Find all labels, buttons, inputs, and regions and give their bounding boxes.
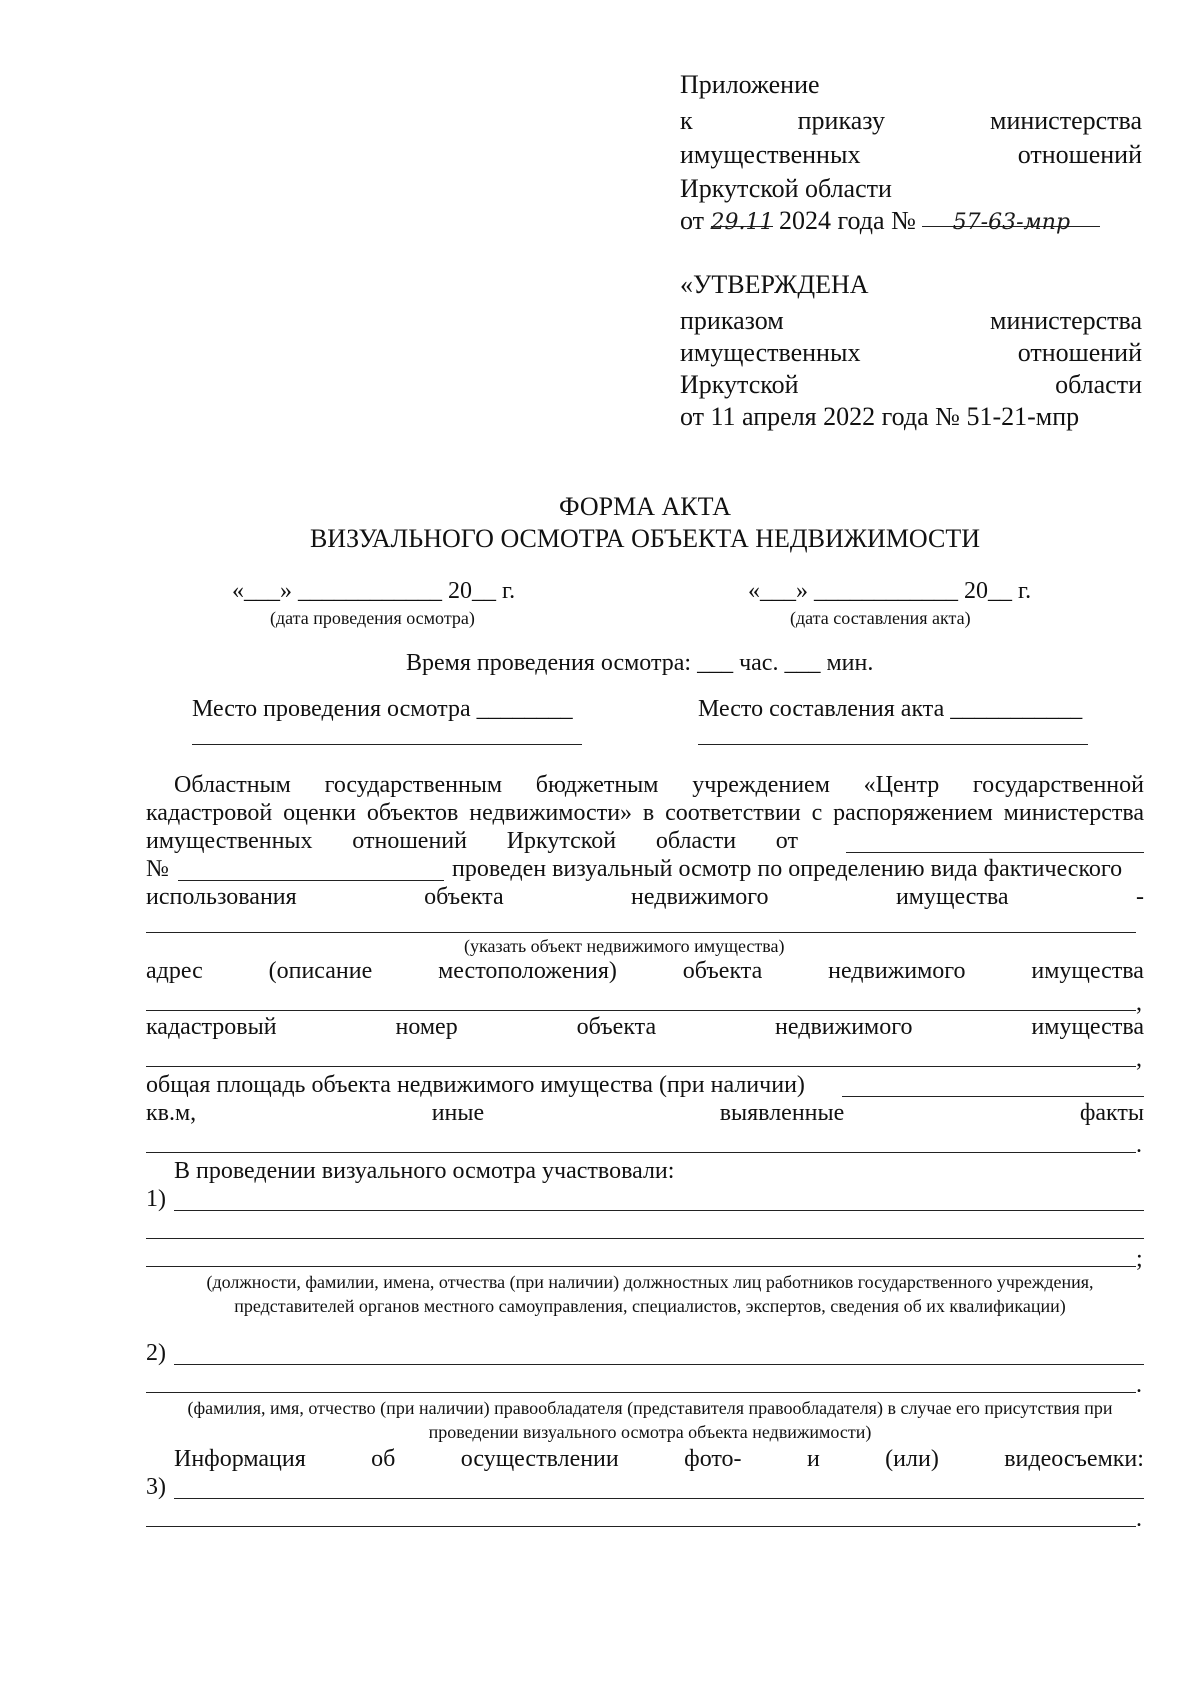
number-blank [922, 206, 1100, 235]
word: имущественных [146, 828, 313, 854]
address-line [146, 958, 1144, 985]
word: факты [1079, 1100, 1144, 1126]
word: Иркутской [506, 828, 617, 854]
owner-caption: (фамилия, имя, отчество (при наличии) правообладателя (представителя правообладателя) в случае его присутствия при проведении визуального осмотра объекта недвижимости) [187, 1398, 1113, 1442]
word: недвижимого [775, 1014, 913, 1040]
word: приказу [797, 106, 885, 135]
word: отношений [1017, 140, 1142, 169]
para-line5 [146, 884, 1144, 911]
para-line4-prefix: № [146, 856, 169, 882]
time-line: Время проведения осмотра: ___ час. ___ мин. [406, 650, 874, 676]
to-order-line [680, 106, 1142, 136]
address-comma: , [1136, 990, 1142, 1016]
approved-line1 [680, 306, 1142, 336]
word: министерства [989, 306, 1142, 335]
word: «Центр [863, 772, 940, 798]
cadastral-blank-line [146, 1066, 1136, 1067]
word: области [655, 828, 737, 854]
appendix-label: Приложение [680, 70, 820, 99]
photo-line [174, 1446, 1144, 1473]
word: недвижимого [631, 884, 769, 910]
word: государственным [324, 772, 503, 798]
facts-blank-line [146, 1152, 1136, 1153]
word: учреждением [692, 772, 830, 798]
approved-line2 [680, 338, 1142, 368]
order-date-line [680, 206, 1100, 236]
inspection-date-template: «___» ____________ 20__ г. [232, 578, 516, 604]
word: об [371, 1446, 396, 1472]
item1-label: 1) [146, 1186, 166, 1212]
form-title-line2: ВИЗУАЛЬНОГО ОСМОТРА ОБЪЕКТА НЕДВИЖИМОСТИ [309, 524, 981, 553]
word: имущества [1031, 1014, 1144, 1040]
word: Областным [174, 772, 291, 798]
word: министерства [989, 106, 1142, 135]
word: государственной [972, 772, 1144, 798]
word: к [680, 106, 693, 135]
form-title-line1: ФОРМА АКТА [559, 492, 731, 521]
para-line2: кадастровой оценки объектов недвижимости» в соответствии с распоряжением министерства [146, 800, 1144, 826]
word: кадастровый [146, 1014, 277, 1040]
item3-blank-line-a [174, 1498, 1144, 1499]
word: Информация [174, 1446, 306, 1472]
word: адрес [146, 958, 203, 984]
word: номер [395, 1014, 458, 1040]
act-place: Место составления акта ___________ [698, 696, 1083, 722]
ministry-line [680, 140, 1142, 170]
handwritten-date: 29.11 [710, 210, 774, 235]
region-line: Иркутской области [680, 174, 892, 203]
word: - [1135, 884, 1144, 910]
handwritten-number: 57-63-мпр [952, 210, 1071, 235]
participants-heading: В проведении визуального осмотра участвовали: [174, 1158, 675, 1184]
word: выявленные [719, 1100, 845, 1126]
date-blank [710, 206, 774, 235]
facts-period: . [1136, 1132, 1142, 1158]
approved-line3 [680, 370, 1142, 400]
approved-title: «УТВЕРЖДЕНА [680, 270, 869, 299]
word: объекта [424, 884, 504, 910]
item1-semicolon: ; [1136, 1246, 1143, 1272]
inspection-place: Место проведения осмотра ________ [192, 696, 573, 722]
officials-caption: (должности, фамилии, имена, отчества (при наличии) должностных лиц работников государственного учреждения, представителей органов местного самоуправления, специалистов, экспертов, сведения об их квалификации) [206, 1272, 1094, 1316]
item3-period: . [1136, 1506, 1142, 1532]
word: имущественных [680, 140, 861, 169]
word: от [775, 828, 798, 854]
word: видеосъемки: [1004, 1446, 1144, 1472]
cadastral-line [146, 1014, 1144, 1041]
item3-label: 3) [146, 1474, 166, 1500]
para-line1 [174, 772, 1144, 799]
word: недвижимого [828, 958, 966, 984]
word: Иркутской [680, 370, 799, 399]
item2-label: 2) [146, 1340, 166, 1366]
word: иные [431, 1100, 485, 1126]
year-label: 2024 года № [779, 206, 916, 235]
area-line: общая площадь объекта недвижимого имущества (при наличии) [146, 1072, 805, 1098]
date-prefix: от [680, 206, 705, 235]
item2-period: . [1136, 1372, 1142, 1398]
item1-blank-line-a [174, 1210, 1144, 1211]
inspection-date-caption: (дата проведения осмотра) [270, 608, 475, 628]
word: осуществлении [460, 1446, 619, 1472]
item2-blank-line-a [174, 1364, 1144, 1365]
word: отношений [352, 828, 467, 854]
item2-blank-line-b [146, 1392, 1136, 1393]
act-place-blank-line [698, 744, 1088, 745]
facts-line [146, 1100, 1144, 1127]
word: местоположения) [438, 958, 617, 984]
word: кв.м, [146, 1100, 197, 1126]
approved-line4: от 11 апреля 2022 года № 51-21-мпр [680, 402, 1080, 431]
item3-blank-line-b [146, 1526, 1136, 1527]
word: имущества [895, 884, 1009, 910]
word: объекта [682, 958, 763, 984]
word: использования [146, 884, 297, 910]
word: области [1055, 370, 1142, 399]
act-date-template: «___» ____________ 20__ г. [748, 578, 1032, 604]
order-date-blank-line [846, 852, 1144, 853]
object-caption: (указать объект недвижимого имущества) [464, 936, 785, 956]
inspection-place-blank-line [192, 744, 582, 745]
act-date-caption: (дата составления акта) [790, 608, 971, 628]
word: бюджетным [535, 772, 659, 798]
word: (описание [268, 958, 373, 984]
object-blank-line [146, 932, 1136, 933]
word: и [806, 1446, 820, 1472]
item1-blank-line-c [146, 1266, 1136, 1267]
word: отношений [1017, 338, 1142, 367]
order-number-blank-line [178, 880, 444, 881]
word: приказом [680, 306, 784, 335]
word: имущества [1031, 958, 1144, 984]
cadastral-comma: , [1136, 1046, 1142, 1072]
word: имущественных [680, 338, 861, 367]
word: (или) [885, 1446, 939, 1472]
word: объекта [576, 1014, 657, 1040]
item1-blank-line-b [146, 1238, 1144, 1239]
para-line3 [146, 828, 798, 855]
word: фото- [684, 1446, 742, 1472]
para-line4-suffix: проведен визуальный осмотр по определению вида фактического [452, 856, 1123, 882]
address-blank-line [146, 1010, 1136, 1011]
area-blank-line [842, 1096, 1144, 1097]
